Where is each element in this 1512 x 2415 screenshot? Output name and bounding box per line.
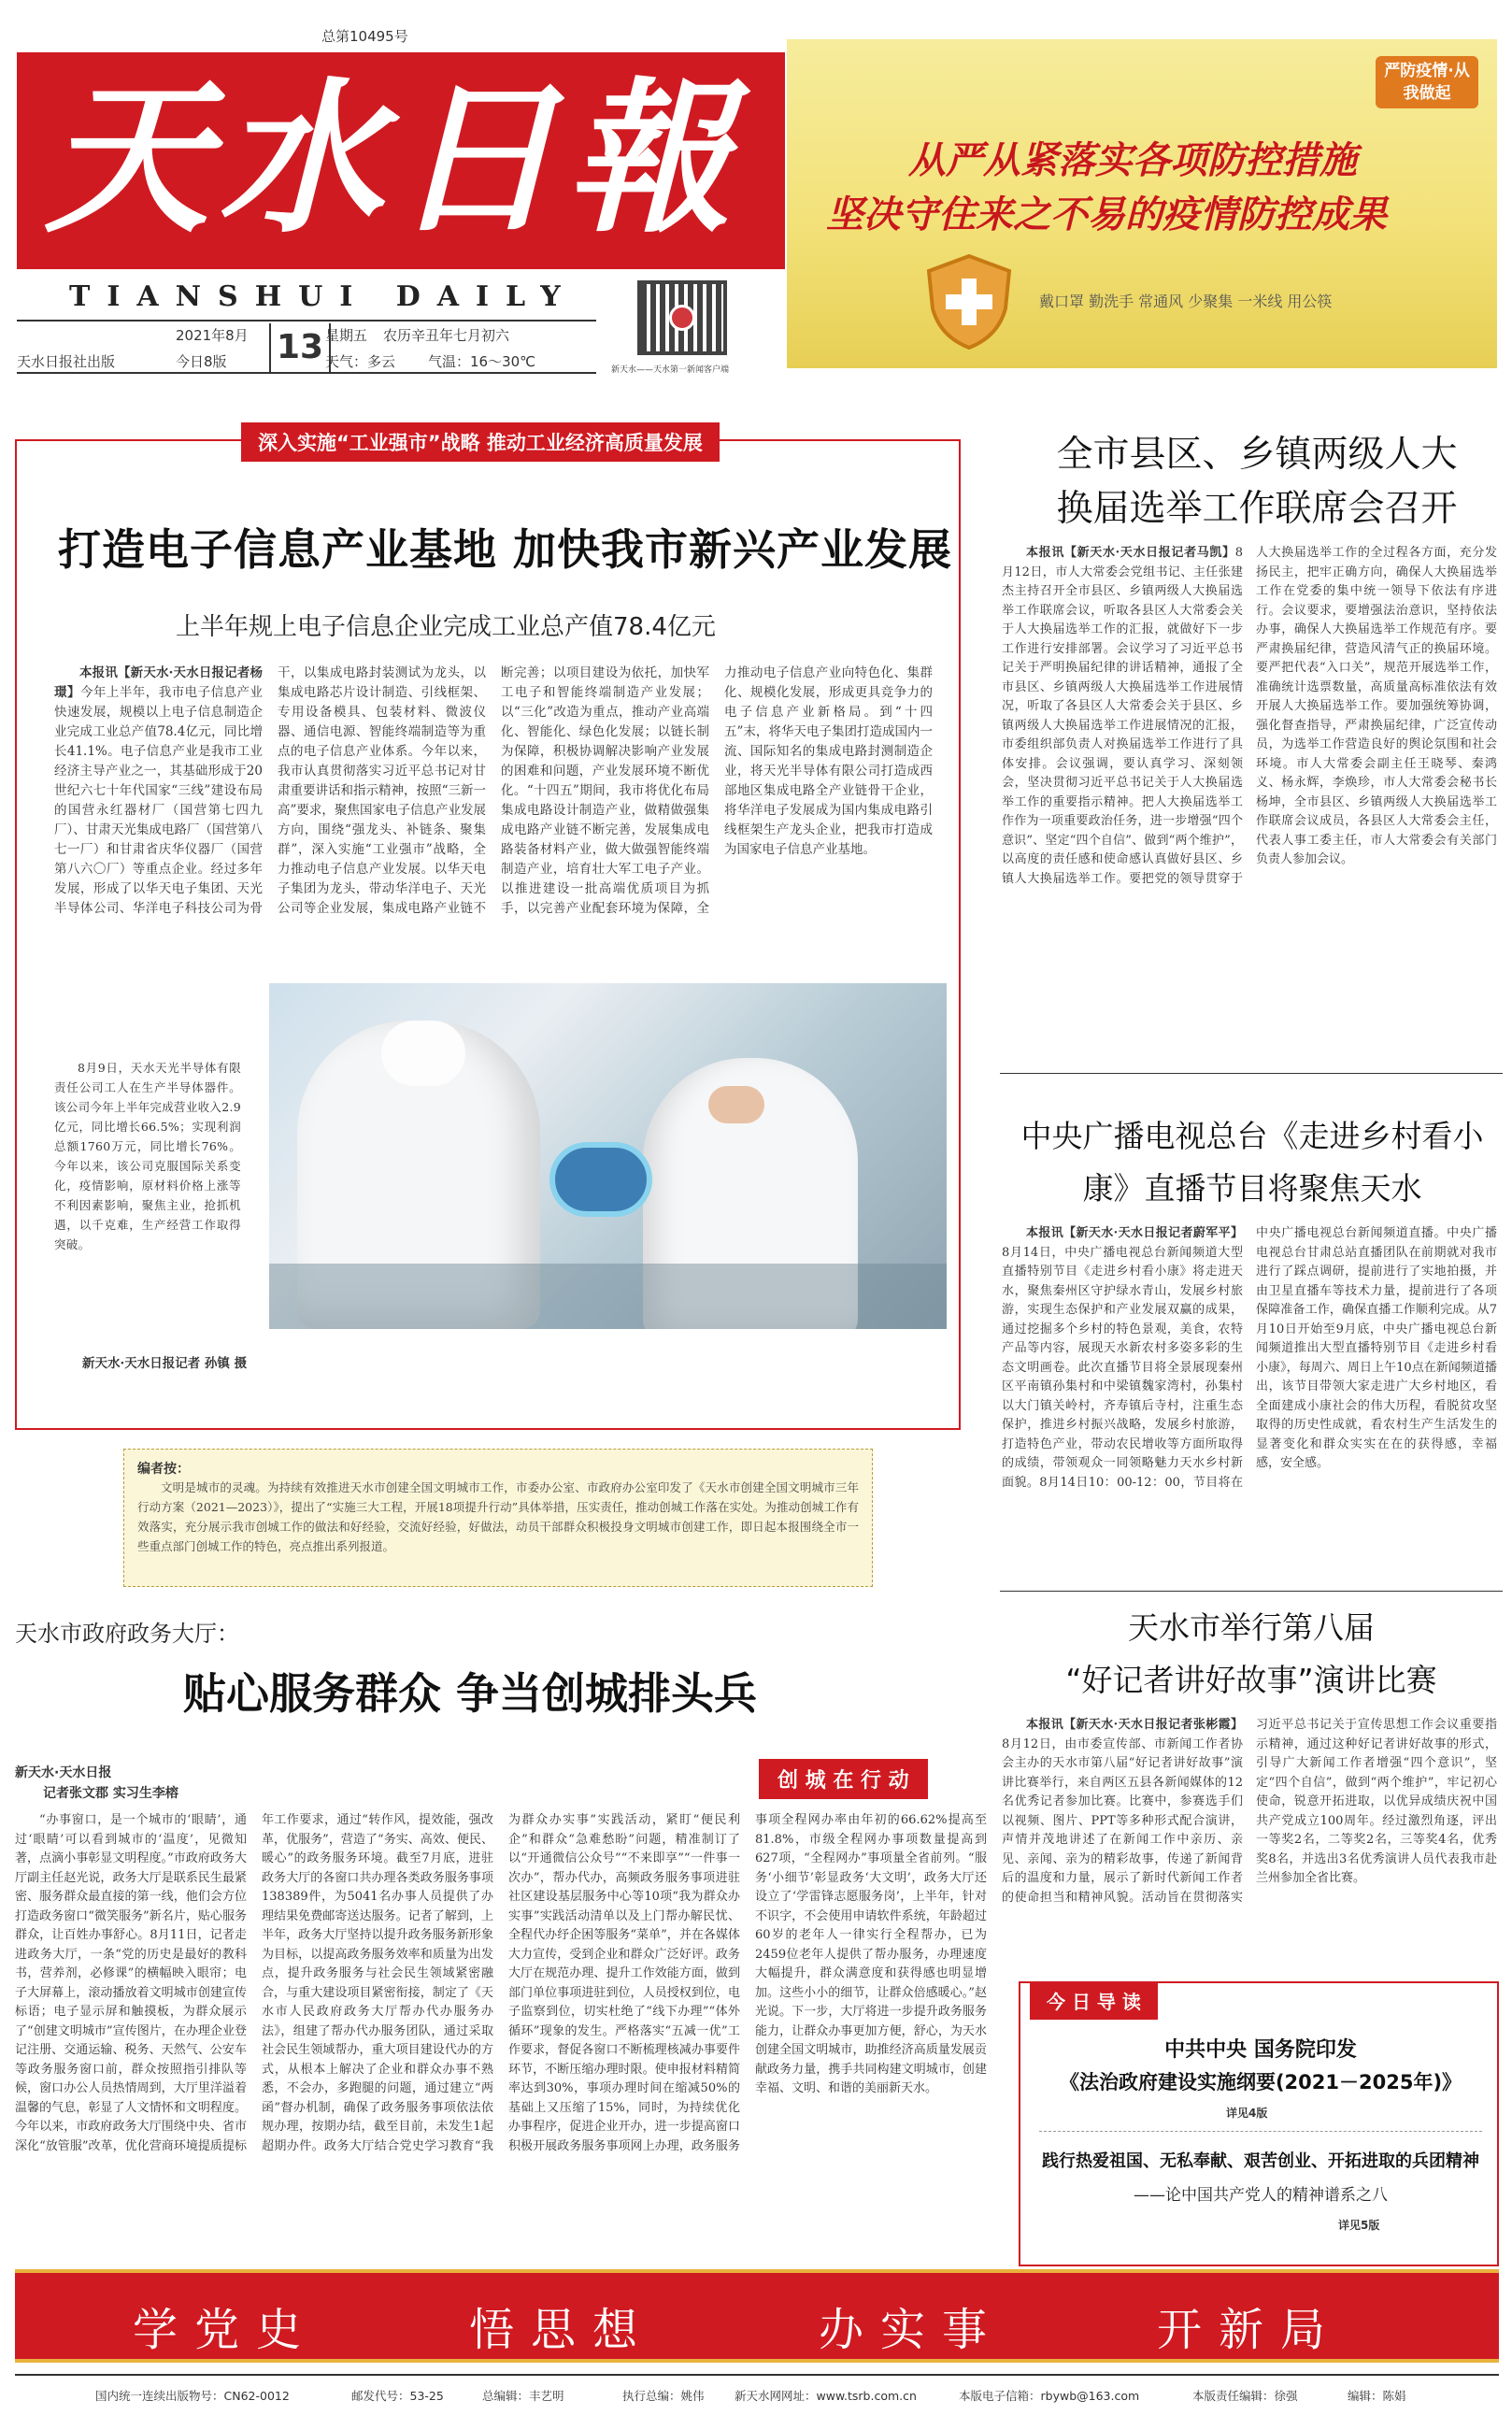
- right-article-1: [1000, 421, 1503, 1075]
- banner-line1: 从严从紧落实各项防控措施: [908, 139, 1357, 182]
- right1-text: 8月12日，市人大常委会党组书记、主任张建杰主持召开全市县区、乡镇两级人大换届选举工作联席会议，听取各县区人大常委会关于人大换届选举工作的汇报，就做好下一步工作进行安排部署。会议学习了习近平总书记关于严明换届纪律的讲话精神，通报了全市县区、乡镇两级人大换届选举工作进展情况，听取了各县区人大常委会关于县区、乡镇两级人大换届选举工作进展情况的汇报，市委组织部负责人对换届选举工作进行了具体安排。会议强调，要认真学习、深刻领会，坚决贯彻习近平总书记关于人大换届选举工作的重要指示精神。把人大换届选举工作作为一项重要政治任务，进一步增强“四个意识”、坚定“四个自信”、做到“两个维护”，以高度的责任感和使命感认真做好县区、乡镇人大换届选举工作。要把党的领导贯穿于人大换届选举工作的全过程各方面，充分发扬民主，把牢正确方向，确保人大换届选举工作在党委的集中统一领导下依法有序进行。会议要求，要增强法治意识，坚持依法办事，确保人大换届选举工作规范有序。要严肃换届纪律，营造风清气正的换届环境。要严把代表“入口关”，规范开展选举工作，准确统计选票数量，高质量高标准依法有效开展人大换届选举工作。要加强统筹协调，强化督查指导，严肃换届纪律，广泛宣传动员，为选举工作营造良好的舆论氛围和社会环境。市人大常委会副主任王晓琴、秦鸿义、杨永辉，李焕珍，市人大常委会秘书长杨坤，全市县区、乡镇两级人大换届选举工作联席会议成员，各县区人大常委会主任，代表人事工委主任，市人大常委会有关部门负责人参加会议。: [1002, 546, 1497, 886]
- photo-caption: [54, 1058, 241, 1338]
- right3-text: 8月12日，由市委宣传部、市新闻工作者协会主办的天水市第八届“好记者讲好故事”演讲比赛举行，来自两区五县各新闻媒体的12名优秀记者参加比赛。比赛中，参赛选手们以视频、图片、PPT等多种形式配合演讲，声情并茂地讲述了在新闻工作中亲历、亲见、亲闻、亲为的精彩故事，传递了新闻背后的温度和力量，展示了新时代新闻工作者的使命担当和精神风貌。活动旨在贯彻落实习近平总书记关于宣传思想工作会议重要指示精神，通过这种好记者讲好故事的形式，引导广大新闻工作者增强“四个意识”，坚定“四个自信”，做到“两个维护”，牢记初心使命，锐意开拓进取，以优异成绩庆祝中国共产党成立100周年。经过激烈角逐，评出一等奖2名，二等奖2名，三等奖4名，优秀奖8名，并选出3名优秀演讲人员代表我市赴兰州参加全省比赛。: [1002, 1718, 1497, 1905]
- preview-see1[interactable]: 详见4版: [1226, 2107, 1268, 2120]
- lead-kicker: 深入实施“工业强市”战略 推动工业经济高质量发展: [241, 422, 720, 462]
- lead-subtitle: 上半年规上电子信息企业完成工业总产值78.4亿元: [176, 613, 716, 641]
- lead-article: [15, 432, 961, 1430]
- slogan-3: 办实事: [819, 2304, 1005, 2356]
- footer-web[interactable]: 新天水网网址：www.tsrb.com.cn: [735, 2389, 917, 2403]
- publisher: 天水日报社出版: [17, 353, 116, 370]
- qr-caption: 新天水——天水第一新闻客户端: [611, 365, 730, 375]
- right2-title: 中央广播电视总台《走进乡村看小康》直播节目将聚焦天水: [1020, 1118, 1484, 1207]
- preview-title2a: 践行热爱祖国、无私奉献、艰苦创业、开拓进取的兵团精神: [1042, 2151, 1479, 2171]
- slogan-1: 学党史: [133, 2304, 319, 2356]
- footer-exec: 执行总编：姚伟: [622, 2389, 705, 2403]
- divider: [1039, 2131, 1482, 2132]
- preview-title2b: ——论中国共产党人的精神谱系之八: [1134, 2186, 1388, 2205]
- slogan-2: 悟思想: [469, 2304, 655, 2356]
- shield-icon: [918, 250, 1020, 353]
- editor-note: [123, 1449, 873, 1587]
- preview-tag: 今 日 导 读: [1030, 1981, 1158, 2020]
- footer-chief: 总编辑：丰艺明: [482, 2389, 564, 2403]
- slogan-bar: [15, 2269, 1499, 2363]
- right-article-3: [1000, 1594, 1503, 2034]
- govt-body: [15, 1811, 987, 2226]
- weekday: 星期五: [325, 327, 368, 344]
- lead-text: 今年上半年，我市电子信息产业快速发展，规模以上电子信息制造企业完成工业总产值78.4亿元，同比增长41.1%。电子信息产业是我市工业经济主导产业之一，其基础形成于20世纪六七十年代国家“三线”建设布局的国营永红器材厂（国营第七四九厂）、甘肃天光集成电路厂（国营第八七一厂）和甘肃省庆华仪器厂（国营第八六〇厂）等重点企业。经过多年发展，形成了以华天电子集团、天光半导体公司、华洋电子科技公司为骨干，以集成电路封装测试为龙头，以集成电路芯片设计制造、引线框架、专用设备模具、包装材料、微波仪器、通信电源、智能终端制造等为重点的电子信息产业体系。今年以来，我市认真贯彻落实习近平总书记对甘肃重要讲话和指示精神，按照“三新一高”要求，聚焦国家电子信息产业发展方向，围绕“强龙头、补链条、聚集群”，深入实施“工业强市”战略，全力推动电子信息产业发展。以华天电子集团为龙头，带动华洋电子、天光公司等企业发展，集成电路产业链不断完善；以项目建设为依托，加快军工电子和智能终端制造产业发展；以“三化”改造为重点，推动产业高端化、智能化、绿色化发展；以链长制为保障，积极协调解决影响产业发展的困难和问题，产业发展环境不断优化。“十四五”期间，我市将优化布局集成电路设计制造产业，做精做强集成电路产业链不断完善，发展集成电路装备材料产业，做大做强智能终端制造产业，培育壮大军工电子产业。以推进建设一批高端优质项目为抓手，以完善产业配套环境为保障，全力推动电子信息产业向特色化、集群化、规模化发展，形成更具竞争力的电子信息产业新格局。到“十四五”末，将华天电子集团打造成国内一流、国际知名的集成电路封测制造企业，将天光半导体有限公司打造成西部地区集成电路全产业链骨干企业，将华洋电子发展成为国内集成电路引线框架生产龙头企业，把我市打造成为国家电子信息产业基地。: [54, 665, 933, 916]
- divider: [1000, 1591, 1503, 1592]
- masthead-logo: [17, 52, 785, 269]
- govt-byline: [15, 1763, 178, 1804]
- govt-byline1: 新天水·天水日报: [15, 1765, 112, 1780]
- govt-kicker: 天水市政府政务大厅：: [15, 1621, 239, 1647]
- issue-number: 总第10495号: [321, 28, 408, 45]
- lunar-date: 农历辛丑年七月初六: [383, 327, 510, 344]
- preview-title1b: 《法治政府建设实施纲要(2021－2025年)》: [1059, 2071, 1462, 2093]
- footer-post: 邮发代号：53-25: [351, 2389, 444, 2403]
- weather: 天气：多云: [325, 353, 396, 370]
- footer-cn: 国内统一连续出版物号：CN62-0012: [95, 2389, 290, 2403]
- slogan-4: 开新局: [1157, 2304, 1343, 2356]
- date-day: 13: [269, 323, 331, 372]
- today-preview: [1019, 1981, 1499, 2266]
- right1-title: 全市县区、乡镇两级人大换届选举工作联席会召开: [1056, 434, 1458, 530]
- temperature: 气温：16～30℃: [428, 353, 536, 370]
- right2-text: 8月14日，中央广播电视总台新闻频道大型直播特别节目《走进乡村看小康》将走进天水，聚焦秦州区守护绿水青山，发展乡村旅游，实现生态保护和产业发展双赢的成果，通过挖掘多个乡村的特色景观，美食，农特产品等内容，展现天水新农村多姿多彩的生态文明画卷。此次直播节目将全景展现秦州区平南镇孙集村和中梁镇魏家湾村，孙集村以大门镇关岭村，齐寿镇后寺村，注重生态保护，推进乡村振兴战略，发展乡村旅游，打造特色产业，带动农民增收等方面所取得的成绩，带领观众一同领略魅力天水乡村新面貌。8月14日10：00-12：00，节目将在中央广播电视总台新闻频道直播。中央广播电视总台甘肃总站直播团队在前期就对我市进行了踩点调研，提前进行了实地拍摄，并由卫星直播车等技术力量，提前进行了各项保障准备工作，确保直播工作顺利完成。从7月10日开始至9月底，中央广播电视总台新闻频道推出大型直播特别节目《走进乡村看小康》，每周六、周日上午10点在新闻频道播出，该节目带领大家走进广大乡村地区，看全面建成小康社会的伟大历程，看脱贫攻坚取得的历史性成就，看农村生产生活发生的显著变化和群众实实在在的获得感，幸福感，安全感。: [1002, 1226, 1497, 1490]
- page-count: 今日8版: [176, 353, 227, 370]
- banner-line2: 坚决守住来之不易的疫情防控成果: [826, 193, 1387, 236]
- right3-body: [1002, 1716, 1497, 1959]
- paper-title: 天水日報: [45, 62, 741, 255]
- epidemic-banner: [787, 39, 1497, 368]
- preview-title1a: 中共中央 国务院印发: [1164, 2038, 1357, 2062]
- footer-duty: 本版责任编辑：徐强: [1192, 2389, 1298, 2403]
- right2-body: [1002, 1224, 1497, 1600]
- govt-text: “办事窗口，是一个城市的‘眼睛’，通过‘眼睛’可以看到城市的‘温度’，见微知著，点滴小事彰显文明程度。”市政府政务大厅副主任赵光说，政务大厅是联系民生最紧密、服务群众最直接的第一线，他们会方位打造政务窗口“微笑服务”新名片，贴心服务群众，让百姓办事舒心。8月11日，记者走进政务大厅，一条“党的历史是最好的教科书，营养剂，必修课”的横幅映入眼帘；电子大屏幕上，滚动播放着文明城市创建宣传标语；电子显示屏和触摸板，为群众展示了“创建文明城市”宣传图片，在办理企业登记注册、交通运输、税务、天然气、公安车等政务服务窗口前，群众按照指引排队等候，窗口办公人员热情周到，大厅里洋溢着温馨的气息，彰显了人文情怀和文明程度。今年以来，市政府政务大厅围绕中央、省市深化“放管服”改革，优化营商环境提质提标年工作要求，通过“转作风，提效能，强改革，优服务”，营造了“务实、高效、便民、暖心”的政务服务环境。截至7月底，进驻政务大厅的各窗口共办理各类政务服务事项138389件，为5041名办事人员提供了办理结果免费邮寄送达服务。记者了解到，上半年，政务大厅坚持以提升政务服务新形象为目标，以提高政务服务效率和质量为出发点，提升政务服务与社会民生领域紧密融合，与重大建设项目紧密衔接，制定了《天水市人民政府政务大厅帮办代办服务办法》，组建了帮办代办服务团队，通过采取社会民生领域帮办，重大项目建设代办的方式，从根本上解决了企业和群众办事不熟悉，不会办，多跑腿的问题，通过建立“两函”督办机制，确保了政务服务事项依法依规办理，按期办结，截至目前，未发生1起超期办件。政务大厅结合党史学习教育“我为群众办实事”实践活动，紧盯“便民利企”和群众“急难愁盼”问题，精准制订了以“开通微信公众号”“不来即享”“一件事一次办”，帮办代办，高频政务服务事项进驻社区建设基层服务中心等10项“我为群众办实事”实践活动清单以及上门帮办解民忧、全程代办纾企困等服务“菜单”，并在各媒体大力宣传，受到企业和群众广泛好评。政务大厅在规范办理、提升工作效能方面，做到部门单位事项进驻到位，人员授权到位，电子监察到位，切实杜绝了“线下办理”“体外循环”现象的发生。严格落实“五减一优”工作要求，督促各窗口不断梳理核减办事要件环节，不断压缩办理时限。使申报材料精简率达到30%，事项办理时间在缩减50%的基础上又压缩了15%，同时，为持续优化办事程序，促进企业开办，进一步提高窗口积极开展政务服务事项网上办理，政务服务事项全程网办率由年初的66.62%提高至81.8%，市级全程网办事项数量提高到627项，“全程网办”事项量全省前列。“服务‘小细节’彰显政务‘大文明’，政务大厅还设立了‘学雷锋志愿服务岗’，上半年，针对不识字，不会使用申请软件系统，年龄超过60岁的老年人一律实行全程帮办，已为2459位老年人提供了帮办服务，办理速度大幅提升，群众满意度和获得感也明显增加。这些小小的细节，让群众倍感暖心。”赵光说。下一步，大厅将进一步提升政务服务能力，让群众办事更加方便，舒心，为天水创建全国文明城市，助推经济高质量发展贡献政务力量，携手共同构建文明城市，创建幸福、文明、和谐的美丽新天水。: [15, 1813, 987, 2153]
- factory-photo: [269, 983, 947, 1329]
- divider: [1000, 1073, 1503, 1074]
- lead-byline: 本报讯【新天水·天水日报记者杨璟】: [54, 665, 263, 700]
- govt-hall-article: [15, 1604, 994, 2258]
- govt-byline2: 记者张文郡 实习生李榕: [43, 1786, 178, 1801]
- banner-badge: 严防疫情·从我做起: [1376, 56, 1478, 108]
- banner-footer: 戴口罩 勤洗手 常通风 少聚集 一米线 用公筷: [1039, 293, 1333, 310]
- lead-body: [54, 664, 933, 940]
- date-bar: [17, 320, 596, 374]
- footer: [15, 2374, 1499, 2411]
- lead-title: 打造电子信息产业基地 加快我市新兴产业发展: [58, 524, 953, 575]
- editor-note-label: 编者按：: [137, 1462, 190, 1477]
- photo-caption-text: 8月9日，天水天光半导体有限责任公司工人在生产半导体器件。该公司今年上半年完成营业收入2.9亿元，同比增长66.5%；实现利润总额1760万元，同比增长76%。今年以来，该公司克服国际关系变化，疫情影响，原材料价格上涨等不利因素影响，聚焦主业，抢抓机遇，以千克难，生产经营工作取得突破。: [54, 1061, 241, 1251]
- right2-byline: 本报讯【新天水·天水日报记者蔚军平】: [1026, 1226, 1243, 1240]
- govt-tag: 创 城 在 行 动: [759, 1759, 928, 1799]
- date-year-month: 2021年8月: [176, 327, 249, 344]
- right1-byline: 本报讯【新天水·天水日报记者马凯】: [1026, 546, 1235, 560]
- preview-see2[interactable]: 详见5版: [1338, 2219, 1380, 2232]
- right3-title-line1: 天水市举行第八届: [1128, 1609, 1375, 1646]
- right3-byline: 本报讯【新天水·天水日报记者张彬霞】: [1026, 1718, 1243, 1732]
- govt-title: 贴心服务群众 争当创城排头兵: [183, 1668, 758, 1719]
- right-article-2: [1000, 1084, 1503, 1608]
- paper-pinyin: TIANSHUI DAILY: [69, 280, 578, 313]
- footer-edit: 编辑：陈娟: [1348, 2389, 1406, 2403]
- right1-body: [1002, 544, 1497, 1067]
- photo-credit: 新天水·天水日报记者 孙镇 摄: [82, 1356, 248, 1371]
- qr-code: [637, 280, 727, 355]
- footer-email[interactable]: 本版电子信箱：rbywb@163.com: [959, 2389, 1140, 2403]
- editor-note-text: 文明是城市的灵魂。为持续有效推进天水市创建全国文明城市工作，市委办公室、市政府办公室印发了《天水市创建全国文明城市三年行动方案（2021—2023）》，提出了“实施三大工程，开展18项提升行动”具体举措，压实责任，推动创城工作落在实处。为推动创城工作有效落实，充分展示我市创城工作的做法和好经验，交流好经验，好做法，动员干部群众积极投身文明城市创建工作，即日起本报围绕全市一些重点部门创城工作的特色，亮点推出系列报道。: [137, 1480, 859, 1553]
- right3-title-line2: “好记者讲好故事”演讲比赛: [1065, 1662, 1437, 1698]
